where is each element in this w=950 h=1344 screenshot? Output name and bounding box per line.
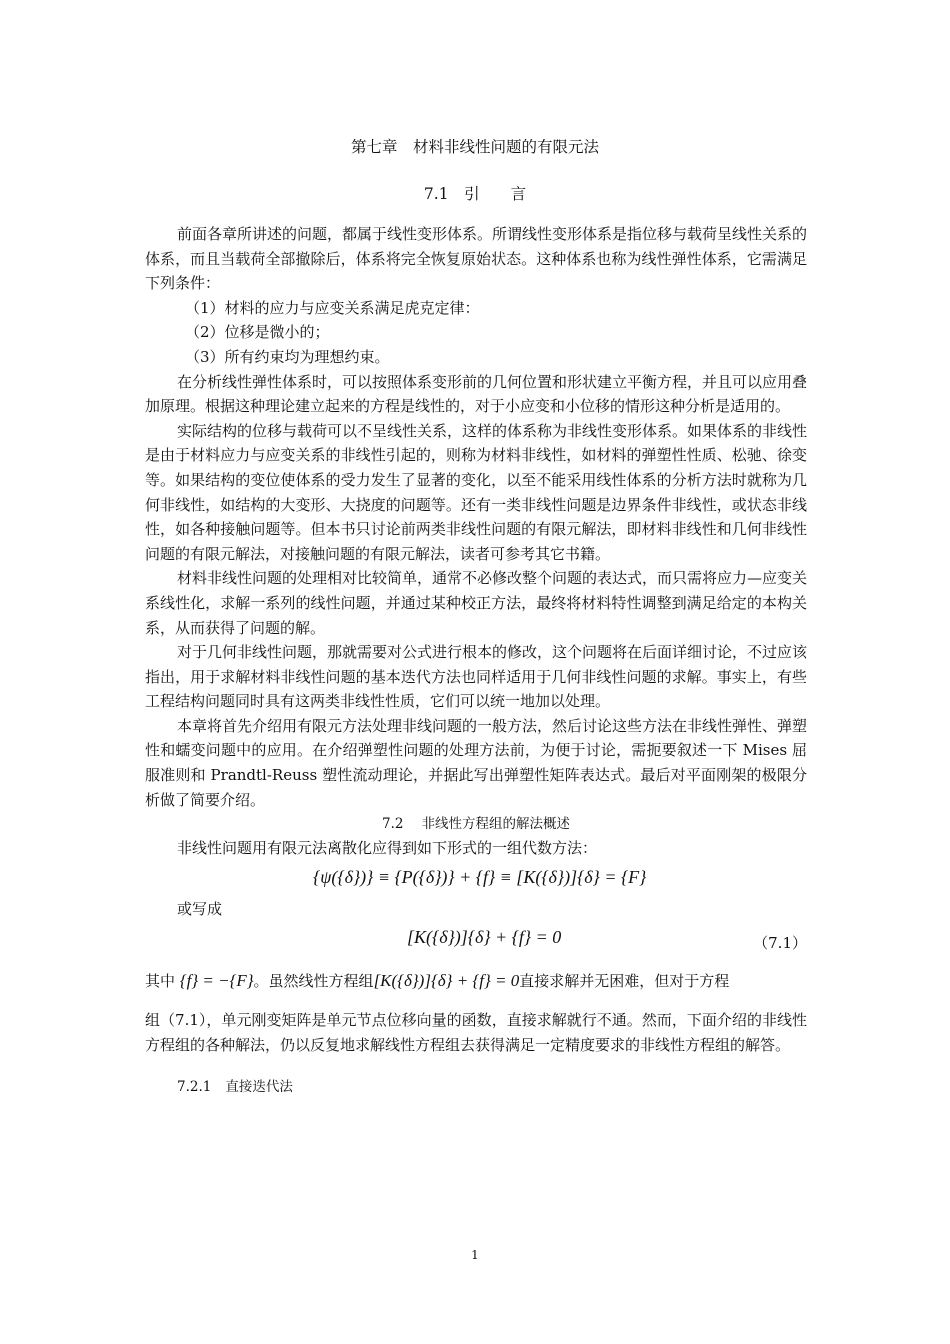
where-suffix: 直接求解并无困难，但对于方程 <box>519 972 730 991</box>
subsection-7-2-number: 7.2 <box>382 816 404 833</box>
equation-main <box>145 861 807 897</box>
paragraph-linear-analysis: 在分析线性弹性体系时，可以按照体系变形前的几何位置和形状建立平衡方程，并且可以应用叠加原理。根据这种理论建立起来的方程是线性的，对于小应变和小位移的情形这种分析是适用的。 <box>145 372 808 416</box>
where-line <box>145 969 807 994</box>
subsection-7-2-heading <box>145 812 807 836</box>
subsection-7-2-title: 非线性方程组的解法概述 <box>421 816 570 833</box>
subsection-7-2-1-title: 直接迭代法 <box>225 1079 293 1096</box>
paragraph-iterative-solution: 组（7.1），单元刚变矩阵是单元节点位移向量的函数，直接求解就行不通。然而，下面介绍的非线性方程组的各种解法，仍以反复地求解线性方程组去获得满足一定精度要求的非线性方程组的解答。 <box>145 1011 807 1054</box>
chapter-title: 第七章 材料非线性问题的有限元法 <box>350 138 599 156</box>
paragraph-nonlinear-types: 实际结构的位移与载荷可以不呈线性关系，这样的体系称为非线性变形体系。如果体系的非线性是由于材料应力与应变关系的非线性引起的，则称为材料非线性，如材料的弹塑性性质、松驰、徐变等。如果结构的变位使体系的受力发生了显著的变化，以至不能采用线性体系的分析方法时就称为几何非线性，如结构的大变形、大挠度的问题等。还有一类非线性问题是边界条件非线性，或状态非线性，如各种接触问题等。但本书只讨论前两类非线性问题的有限元解法，即材料非线性和几何非线性问题的有限元解法，对接触问题的有限元解法，读者可参考其它书籍。 <box>145 421 808 563</box>
page-number: 1 <box>471 1248 479 1262</box>
paragraph-chapter-overview: 本章将首先介绍用有限元方法处理非线问题的一般方法，然后讨论这些方法在非线性弹性、弹塑性和蠕变问题中的应用。在介绍弹塑性问题的处理方法前，为便于讨论，需扼要叙述一下 Mises 屈服准则和 Prandtl-Reuss 塑性流动理论，并据此写出弹塑性矩阵表达式。最后对平面刚架的极限分析做了简要介绍。 <box>145 716 808 809</box>
paragraph-discretization: 非线性问题用有限元法离散化应得到如下形式的一组代数方法： <box>177 839 598 858</box>
equation-main-expr: {ψ({δ})} ≡ {P({δ})} + {f} ≡ [K({δ})]{δ} = {F} <box>313 866 647 887</box>
condition-1: （1）材料的应力与应变关系满足虎克定律： <box>185 298 480 317</box>
subsection-7-2-1-heading <box>145 1075 807 1100</box>
equation-where: {f} = −{F} <box>179 971 254 991</box>
paragraph-geometric-nonlinear: 对于几何非线性问题，那就需要对公式进行根本的修改，这个问题将在后面详细讨论，不过应该指出，用于求解材料非线性问题的基本迭代方法也同样适用于几何非线性问题的求解。事实上，有些工程结构问题同时具有这两类非线性性质，它们可以统一地加以处理。 <box>145 643 808 711</box>
where-prefix: 其中 <box>145 972 176 991</box>
subsection-7-2-1-number: 7.2.1 <box>177 1079 212 1096</box>
equation-7-1-expr: [K({δ})]{δ} + {f} = 0 <box>407 927 562 948</box>
equation-7-1-number: （7.1） <box>753 934 807 953</box>
equation-7-1 <box>145 921 807 957</box>
paragraph-intro: 前面各章所讲述的问题，都属于线性变形体系。所谓线性变形体系是指位移与载荷呈线性关系的体系，而且当载荷全部撤除后，体系将完全恢复原始状态。这种体系也称为线性弹性体系，它需满足下列条件： <box>145 225 808 293</box>
document-body <box>145 222 807 1100</box>
equation-inline: [K({δ})]{δ} + {f} = 0 <box>373 971 520 991</box>
where-mid: 。虽然线性方程组 <box>253 972 374 991</box>
condition-2: （2）位移是微小的； <box>185 323 330 342</box>
section-title: 7.1 引 言 <box>423 185 527 203</box>
paragraph-material-nonlinear: 材料非线性问题的处理相对比较简单，通常不必修改整个问题的表达式，而只需将应力—应变关系线性化，求解一系列的线性问题，并通过某种校正方法，最终将材料特性调整到满足给定的本构关系，从而获得了问题的解。 <box>145 569 808 637</box>
condition-3: （3）所有约束均为理想约束。 <box>185 347 390 366</box>
label-or-write: 或写成 <box>177 899 223 918</box>
